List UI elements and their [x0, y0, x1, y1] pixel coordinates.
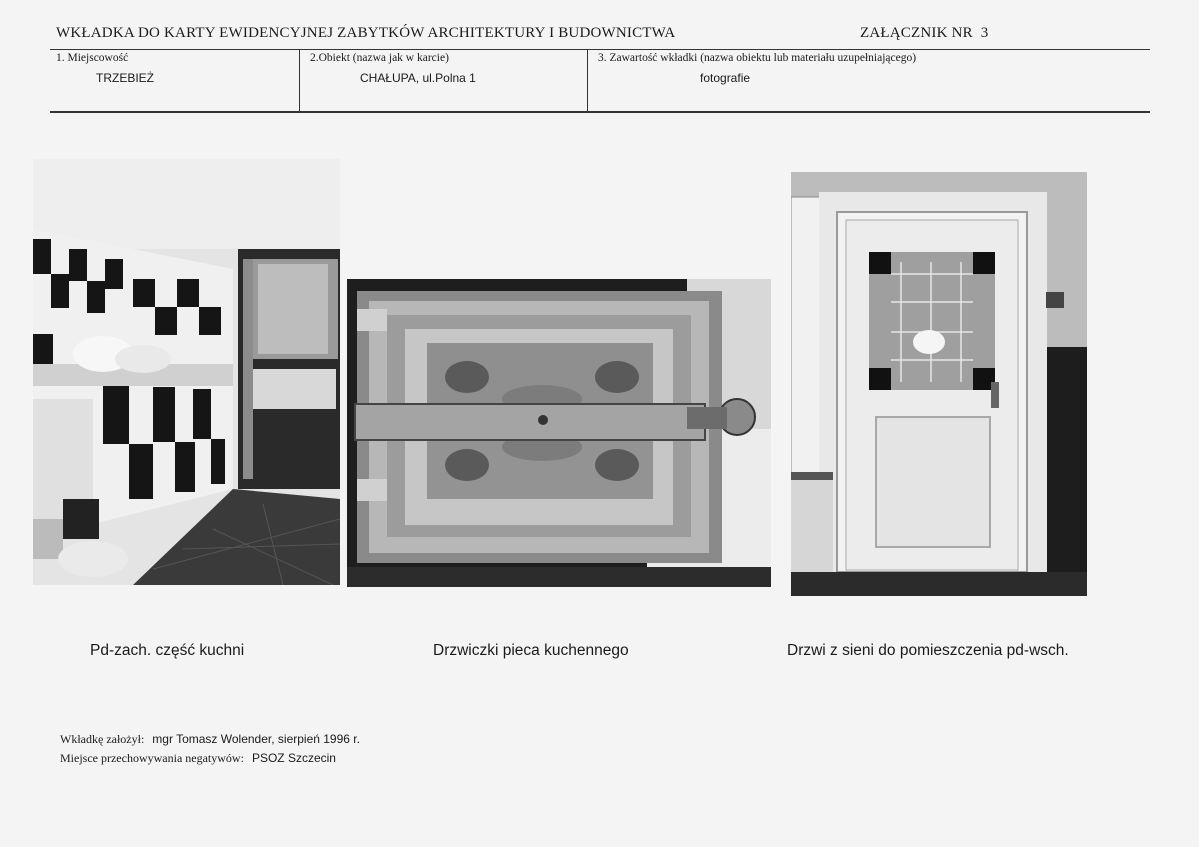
footer-storage — [60, 751, 336, 766]
kitchen-photo — [33, 159, 340, 585]
field-label-locality: 1. Miejscowość — [56, 52, 129, 64]
field-value-object: CHAŁUPA, ul.Polna 1 — [360, 71, 476, 85]
annex-label — [860, 25, 988, 42]
stove-door-photo — [347, 279, 771, 587]
header-rule-bottom — [50, 111, 1150, 113]
field-label-object: 2.Obiekt (nazwa jak w karcie) — [310, 52, 449, 64]
storage-value: PSOZ Szczecin — [251, 751, 336, 765]
field-label-contents: 3. Zawartość wkładki (nazwa obiektu lub materiału uzupełniającego) — [598, 52, 917, 64]
photo-caption-2: Drzwiczki pieca kuchennego — [433, 642, 629, 659]
photo-caption-1: Pd-zach. część kuchni — [90, 642, 245, 659]
field-value-locality: TRZEBIEŻ — [96, 71, 155, 85]
header-rule-top — [50, 49, 1150, 50]
footer-author — [60, 732, 360, 747]
storage-label: Miejsce przechowywania negatywów: — [60, 751, 244, 765]
author-label: Wkładkę założył: — [60, 732, 145, 746]
field-divider — [299, 50, 300, 112]
door-photo — [791, 172, 1087, 596]
field-divider — [587, 50, 588, 112]
photo-caption-3: Drzwi z sieni do pomieszczenia pd-wsch. — [787, 642, 1069, 659]
annex-label-text: ZAŁĄCZNIK NR — [860, 25, 973, 41]
document-title: WKŁADKA DO KARTY EWIDENCYJNEJ ZABYTKÓW ARCHITEKTURY I BUDOWNICTWA — [56, 25, 676, 41]
annex-number: 3 — [980, 25, 989, 41]
author-value: mgr Tomasz Wolender, sierpień 1996 r. — [152, 732, 360, 746]
field-value-contents: fotografie — [700, 71, 751, 85]
